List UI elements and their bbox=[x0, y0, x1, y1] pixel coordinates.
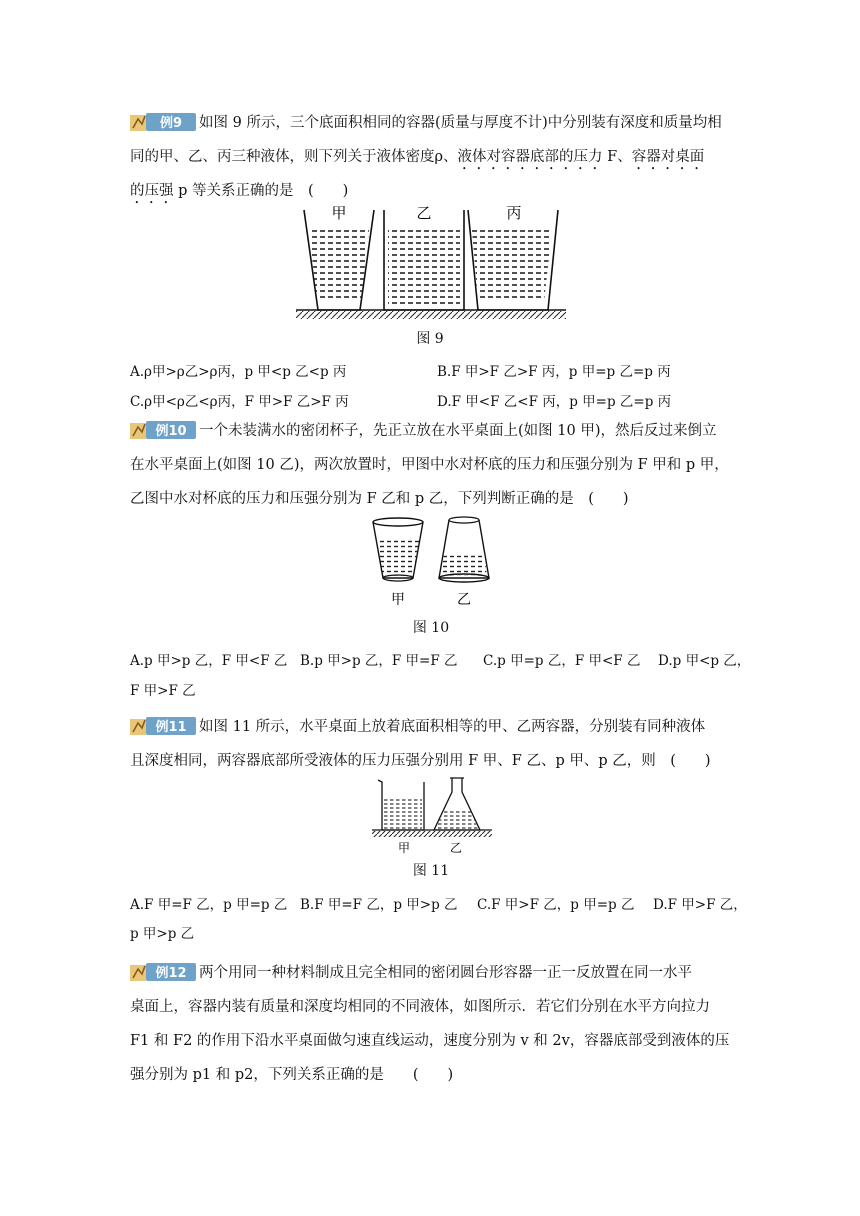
q9-option-c: C.ρ甲<ρ乙<ρ丙，F 甲>F 乙>F 丙 bbox=[130, 394, 349, 410]
example-badge bbox=[130, 714, 196, 736]
figure-11-caption: 图 11 bbox=[412, 863, 450, 879]
question-12 bbox=[130, 956, 735, 1092]
question-10 bbox=[130, 414, 735, 516]
example-badge bbox=[130, 418, 196, 440]
q9-emphasis: 容器对桌面 bbox=[631, 149, 705, 165]
q11-option-c: C.F 甲>F 乙，p 甲=p 乙 bbox=[477, 897, 635, 913]
q12-line-1 bbox=[130, 956, 735, 990]
badge-text: 例11 bbox=[155, 720, 187, 735]
q9-emphasis: 的压强 bbox=[130, 183, 174, 199]
q10-option-a: A.p 甲>p 乙，F 甲<F 乙 bbox=[130, 653, 288, 669]
q12-text: 两个用同一种材料制成且完全相同的密闭圆台形容器一正一反放置在同一水平 bbox=[199, 965, 692, 981]
q11-option-a: A.F 甲=F 乙，p 甲=p 乙 bbox=[130, 897, 288, 913]
q11-option-b: B.F 甲=F 乙，p 甲>p 乙 bbox=[300, 897, 458, 913]
badge-text: 例9 bbox=[159, 116, 183, 131]
q10-line-1 bbox=[130, 414, 735, 448]
q10-line-2: 在水平桌面上(如图 10 乙)，两次放置时，甲图中水对杯底的压力和压强分别为 F 甲和 p 甲， bbox=[130, 457, 729, 473]
figure-11 bbox=[372, 774, 492, 856]
fig10-label-jia: 甲 bbox=[391, 592, 405, 608]
q9-option-a: A.ρ甲>ρ乙>ρ丙，p 甲<p 乙<p 丙 bbox=[130, 364, 347, 380]
fig9-label-yi: 乙 bbox=[416, 204, 432, 222]
figure-9-caption: 图 9 bbox=[416, 331, 444, 347]
figure-9 bbox=[296, 198, 566, 324]
example-badge bbox=[130, 960, 196, 982]
figure-10 bbox=[366, 514, 496, 610]
q9-line-2 bbox=[130, 140, 735, 174]
q9-option-d: D.F 甲<F 乙<F 丙，p 甲=p 乙=p 丙 bbox=[437, 394, 672, 410]
q12-line-4: 强分别为 p1 和 p2，下列关系正确的是 ( ) bbox=[130, 1067, 454, 1083]
fig10-label-yi: 乙 bbox=[457, 592, 471, 608]
badge-text: 例10 bbox=[155, 424, 187, 439]
fig11-label-jia: 甲 bbox=[397, 841, 411, 855]
q10-line-3: 乙图中水对杯底的压力和压强分别为 F 乙和 p 乙，下列判断正确的是 ( ) bbox=[130, 491, 629, 507]
q9-text: p 等关系正确的是 ( ) bbox=[173, 183, 349, 199]
fig11-label-yi: 乙 bbox=[449, 841, 463, 855]
q10-option-d: D.p 甲<p 乙， bbox=[658, 653, 751, 669]
q11-option-d: D.F 甲>F 乙， bbox=[653, 897, 747, 913]
fig9-label-jia: 甲 bbox=[331, 204, 347, 222]
question-9 bbox=[130, 106, 735, 208]
example-badge bbox=[130, 110, 196, 132]
q9-line-1 bbox=[130, 106, 735, 140]
q10-option-b: B.p 甲>p 乙，F 甲=F 乙 bbox=[300, 653, 458, 669]
q9-text: 同的甲、乙、丙三种液体，则下列关于液体密度ρ、 bbox=[130, 149, 458, 165]
q11-line-1 bbox=[130, 710, 735, 744]
fig9-label-bing: 丙 bbox=[506, 204, 522, 222]
q9-option-b: B.F 甲>F 乙>F 丙，p 甲=p 乙=p 丙 bbox=[437, 364, 671, 380]
q12-line-2: 桌面上，容器内装有质量和深度均相同的不同液体，如图所示．若它们分别在水平方向拉力 bbox=[130, 999, 710, 1015]
q10-option-c: C.p 甲=p 乙，F 甲<F 乙 bbox=[483, 653, 641, 669]
q9-emphasis: 液体对容器底部的压力 bbox=[457, 149, 603, 165]
q9-text: 如图 9 所示，三个底面积相同的容器(质量与厚度不计)中分别装有深度和质量均相 bbox=[199, 115, 722, 131]
figure-10-caption: 图 10 bbox=[412, 620, 450, 636]
question-11 bbox=[130, 710, 735, 778]
q11-line-2: 且深度相同，两容器底部所受液体的压力压强分别用 F 甲、F 乙、p 甲、p 乙，则 ( ) bbox=[130, 753, 711, 769]
q12-line-3: F1 和 F2 的作用下沿水平桌面做匀速直线运动，速度分别为 v 和 2v，容器底部受到液体的压 bbox=[130, 1033, 730, 1049]
badge-text: 例12 bbox=[155, 966, 187, 981]
q11-option-d-cont: p 甲>p 乙 bbox=[130, 926, 195, 942]
q10-option-d-cont: F 甲>F 乙 bbox=[130, 683, 196, 699]
q11-text: 如图 11 所示，水平桌面上放着底面积相等的甲、乙两容器，分别装有同种液体 bbox=[199, 719, 706, 735]
q9-text: F、 bbox=[602, 149, 632, 165]
q10-text: 一个未装满水的密闭杯子，先正立放在水平桌面上(如图 10 甲)，然后反过来倒立 bbox=[199, 423, 717, 439]
